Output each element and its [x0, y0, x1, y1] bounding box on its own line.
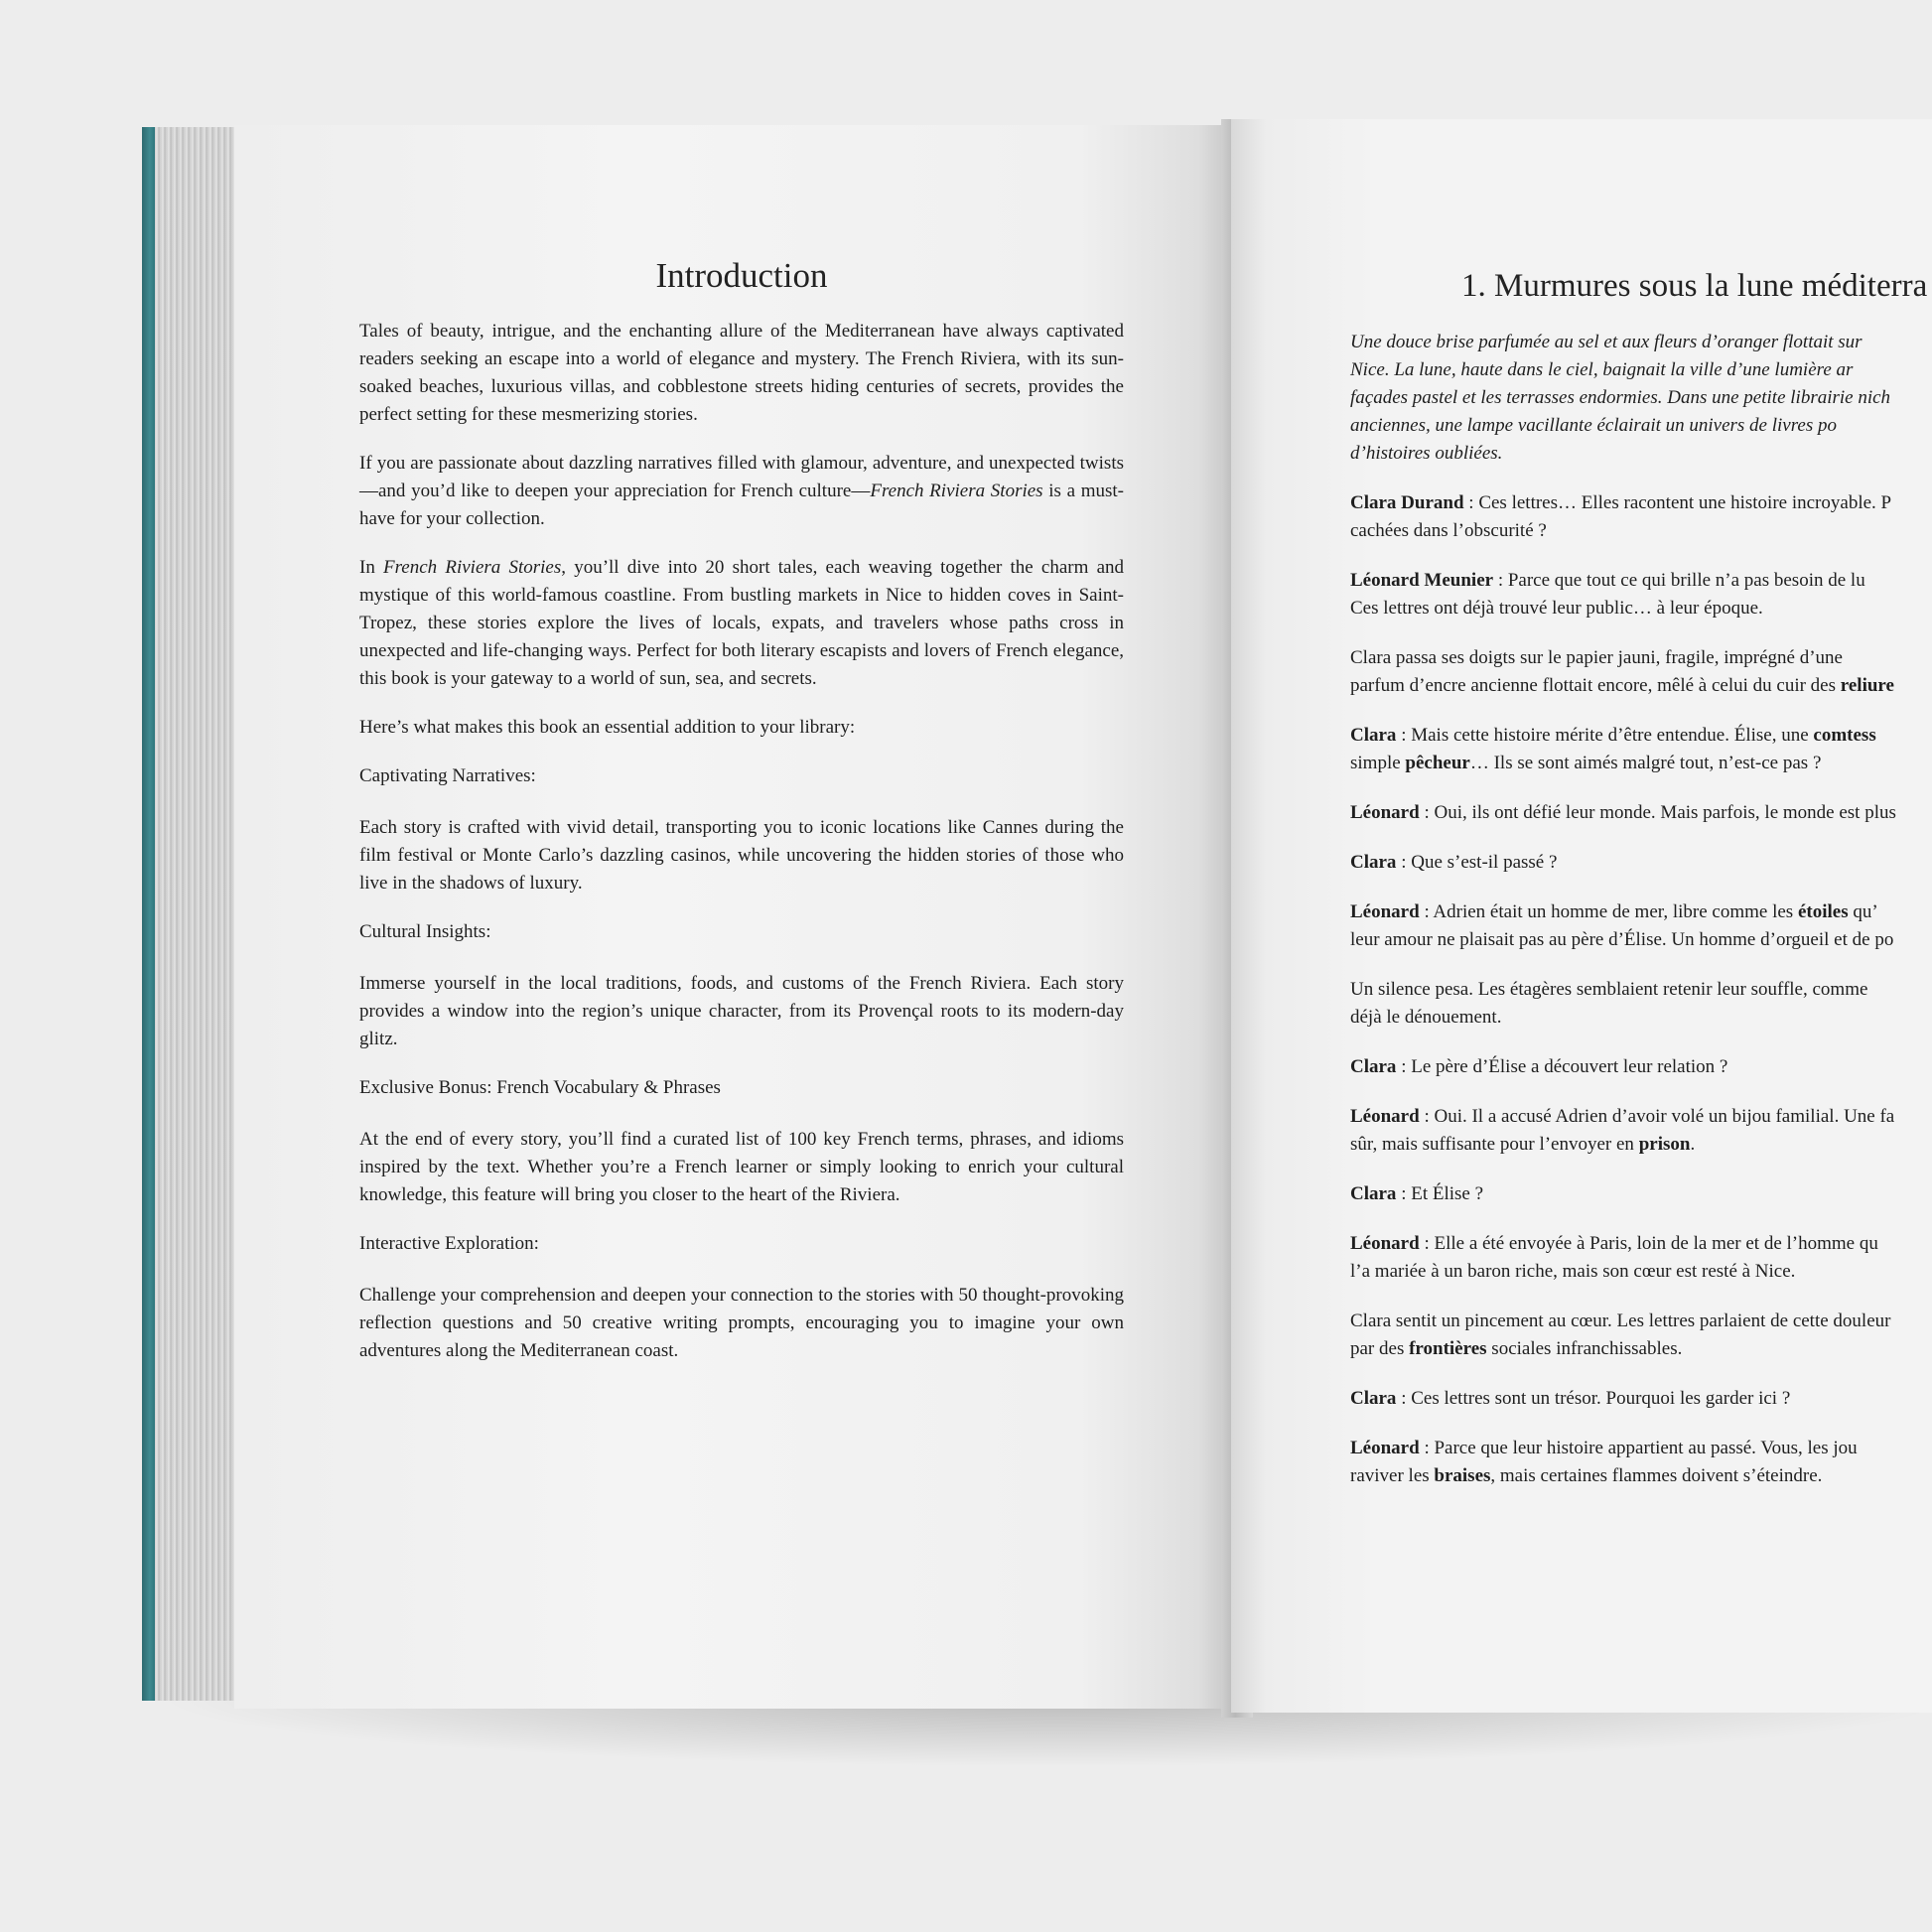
paragraph: Challenge your comprehension and deepen your connection to the stories with 50 thought-provoking reflection questions and 50 creative writing prompts, encouraging you to imagine your own adventures along the Mediterranean coast.: [359, 1285, 1124, 1361]
narration-paragraph: Un silence pesa. Les étagères semblaient retenir leur souffle, comme déjà le dénouement.: [1350, 979, 1868, 1028]
paragraph: At the end of every story, you’ll find a curated list of 100 key French terms, phrases, and idioms inspired by the text. Whether you’re a French learner or simply looking to enrich your cultural knowledge, this feature will bring you closer to the heart of the Riviera.: [359, 1129, 1124, 1205]
speaker-name: Clara: [1350, 1388, 1397, 1409]
chapter-title-murmures: 1. Murmures sous la lune méditerra: [1461, 268, 1928, 304]
speaker-name: Clara: [1350, 1183, 1397, 1204]
narration-paragraph: Clara passa ses doigts sur le papier jauni, fragile, imprégné d’une parfum d’encre ancienne flottait encore, mêlé à celui du cuir des reliure: [1350, 647, 1894, 696]
dialogue-line: Léonard : Adrien était un homme de mer, libre comme les étoiles qu’ leur amour ne plaisait pas au père d’Élise. Un homme d’orgueil et de po: [1350, 901, 1894, 950]
dialogue-line: Clara : Le père d’Élise a découvert leur relation ?: [1350, 1056, 1728, 1077]
paragraph: Each story is crafted with vivid detail, transporting you to iconic locations like Cannes during the film festival or Monte Carlo’s dazzling casinos, while uncovering the hidden stories of those who live in the shadows of luxury.: [359, 817, 1124, 894]
intro-paragraph: Une douce brise parfumée au sel et aux fleurs d’oranger flottait sur Nice. La lune, haute dans le ciel, baignait la ville d’une lumière ar façades pastel et les terrasses endormies. Dans une petite librairie nich anciennes, une lampe vacillante éclairait un univers de livres po d’histoires oubliées.: [1350, 332, 1891, 464]
dialogue-line: Léonard Meunier : Parce que tout ce qui brille n’a pas besoin de lu Ces lettres ont déjà trouvé leur public… à leur époque.: [1350, 570, 1865, 619]
page-stack-edge: [155, 127, 234, 1701]
dialogue-line: Léonard : Oui. Il a accusé Adrien d’avoir volé un bijou familial. Une fa sûr, mais suffisante pour l’envoyer en prison.: [1350, 1106, 1895, 1155]
book-cover-edge: [142, 127, 155, 1701]
dialogue-line: Clara : Que s’est-il passé ?: [1350, 852, 1558, 873]
speaker-name: Léonard: [1350, 802, 1420, 823]
speaker-name: Clara: [1350, 725, 1397, 746]
speaker-name: Léonard: [1350, 901, 1420, 922]
section-heading: Exclusive Bonus: French Vocabulary & Phrases: [359, 1077, 721, 1098]
speaker-name: Clara Durand: [1350, 492, 1464, 513]
speaker-name: Léonard: [1350, 1106, 1420, 1127]
paragraph: Immerse yourself in the local traditions, foods, and customs of the French Riviera. Each story provides a window into the region’s unique character, from its Provençal roots to its modern-day glitz.: [359, 973, 1124, 1049]
dialogue-line: Clara : Ces lettres sont un trésor. Pourquoi les garder ici ?: [1350, 1388, 1791, 1409]
section-heading: Cultural Insights:: [359, 921, 491, 942]
speaker-name: Léonard Meunier: [1350, 570, 1494, 591]
chapter-title-introduction: Introduction: [655, 256, 828, 295]
paragraph: In French Riviera Stories, you’ll dive into 20 short tales, each weaving together the charm and mystique of this world-famous coastline. From bustling markets in Nice to hidden coves in Saint-Tropez, these stories explore the lives of locals, expats, and travelers whose paths cross in unexpected and life-changing ways. Perfect for both literary escapists and lovers of French elegance, this book is your gateway to a world of sun, sea, and secrets.: [359, 557, 1124, 689]
dialogue-line: Léonard : Elle a été envoyée à Paris, loin de la mer et de l’homme qu l’a mariée à un baron riche, mais son cœur est resté à Nice.: [1350, 1233, 1878, 1282]
paragraph: If you are passionate about dazzling narratives filled with glamour, adventure, and unexpected twists—and you’d like to deepen your appreciation for French culture—French Riviera Stories is a must-have for your collection.: [359, 453, 1125, 529]
narration-paragraph: Clara sentit un pincement au cœur. Les lettres parlaient de cette douleur par des frontières sociales infranchissables.: [1350, 1311, 1891, 1359]
right-page-content: [1350, 268, 1932, 1512]
section-heading: Captivating Narratives:: [359, 765, 536, 786]
speaker-name: Clara: [1350, 1056, 1397, 1077]
paragraph: Tales of beauty, intrigue, and the enchanting allure of the Mediterranean have always captivated readers seeking an escape into a world of elegance and mystery. The French Riviera, with its sun-soaked beaches, luxurious villas, and cobblestone streets hiding centuries of secrets, provides the perfect setting for these mesmerizing stories.: [359, 321, 1124, 425]
speaker-name: Léonard: [1350, 1233, 1420, 1254]
dialogue-line: Léonard : Oui, ils ont défié leur monde. Mais parfois, le monde est plus: [1350, 802, 1896, 823]
dialogue-line: Clara Durand : Ces lettres… Elles racontent une histoire incroyable. P cachées dans l’obscurité ?: [1350, 492, 1892, 541]
paragraph: Here’s what makes this book an essential addition to your library:: [359, 717, 856, 738]
right-page: [1231, 119, 1932, 1713]
left-page-content: [359, 256, 1124, 1386]
dialogue-line: Clara : Et Élise ?: [1350, 1183, 1484, 1204]
speaker-name: Clara: [1350, 852, 1397, 873]
dialogue-line: Clara : Mais cette histoire mérite d’être entendue. Élise, une comtess simple pêcheur… Ils se sont aimés malgré tout, n’est-ce pas ?: [1350, 725, 1876, 773]
dialogue-line: Léonard : Parce que leur histoire appartient au passé. Vous, les jou raviver les braises, mais certaines flammes doivent s’éteindre.: [1350, 1438, 1858, 1486]
section-heading: Interactive Exploration:: [359, 1233, 539, 1254]
speaker-name: Léonard: [1350, 1438, 1420, 1458]
